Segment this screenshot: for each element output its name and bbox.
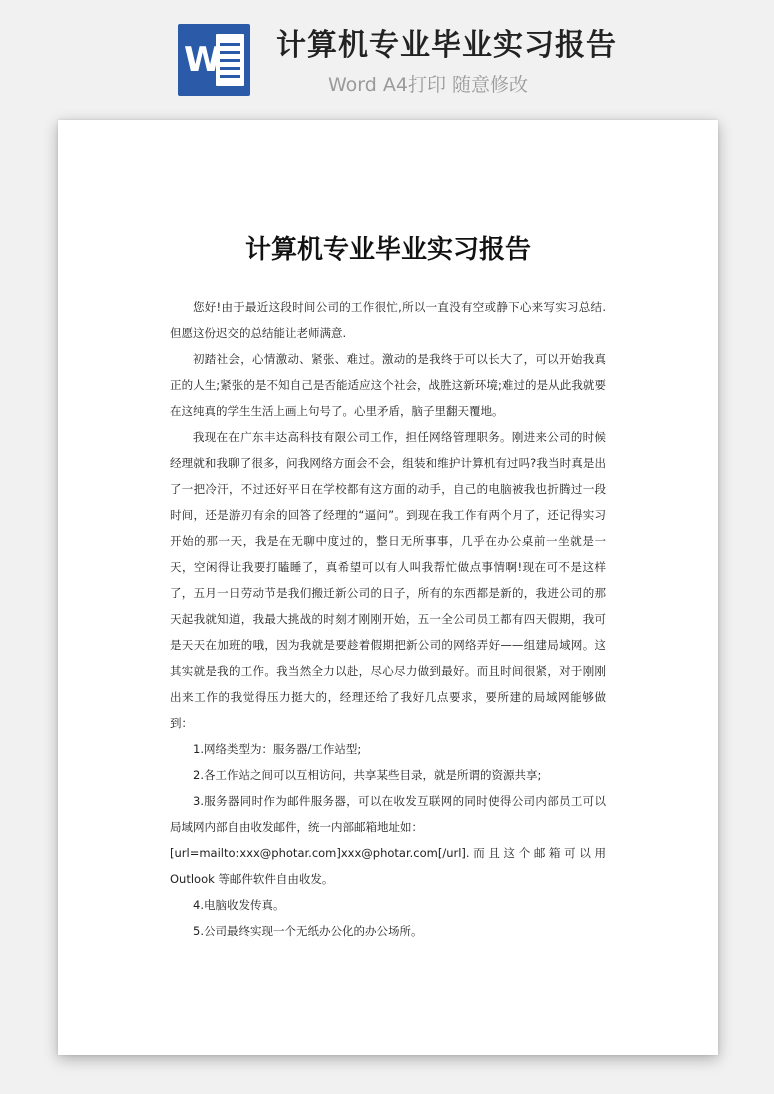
document-title: 计算机专业毕业实习报告	[244, 235, 531, 265]
mail-address-line: [url=mailto:xxx@photar.com]xxx@photar.com[/url].而且这个邮箱可以用 Outlook 等邮件软件自由收发。	[170, 846, 606, 886]
requirement-item-2: 2.各工作站之间可以互相访问，共享某些目录，就是所谓的资源共享;	[193, 768, 542, 782]
banner-subtitle: Word A4打印 随意修改	[328, 74, 529, 96]
paragraph-work: 我现在在广东丰达高科技有限公司工作，担任网络管理职务。刚进来公司的时候经理就和我聊了很多，问我网络方面会不会，组装和维护计算机有过吗?我当时真是出了一把冷汗，不过还好平日在学校都有这方面的动手，自己的电脑被我也折腾过一段时间，还是游刃有余的回答了经理的“逼问”。到现在我工作有两个月了，还记得实习开始的那一天，我是在无聊中度过的，整日无所事事，几乎在办公桌前一坐就是一天，空闲得让我要打瞌睡了，真希望可以有人叫我帮忙做点事情啊!现在可不是这样了，五月一日劳动节是我们搬迁新公司的日子，所有的东西都是新的，我进公司的那天起我就知道，我最大挑战的时刻才刚刚开始，五一全公司员工都有四天假期，我可是天天在加班的哦，因为我就是要趁着假期把新公司的网络弄好——组建局域网。这其实就是我的工作。我当然全力以赴，尽心尽力做到最好。而且时间很紧，对于刚刚出来工作的我觉得压力挺大的，经理还给了我好几点要求，要所建的局域网能够做到：	[170, 430, 606, 730]
requirement-item-4: 4.电脑收发传真。	[193, 898, 285, 912]
header-banner	[0, 0, 774, 110]
requirement-item-1: 1.网络类型为：服务器/工作站型;	[193, 742, 362, 756]
paragraph-intro: 您好!由于最近这段时间公司的工作很忙,所以一直没有空或静下心来写实习总结.但愿这份迟交的总结能让老师满意.	[170, 300, 606, 340]
paragraph-feelings: 初踏社会，心情激动、紧张、难过。激动的是我终于可以长大了，可以开始我真正的人生;紧张的是不知自己是否能适应这个社会，战胜这新环境;难过的是从此我就要在这纯真的学生生活上画上句号了。心里矛盾，脑子里翻天覆地。	[170, 352, 606, 418]
banner-title: 计算机专业毕业实习报告	[276, 28, 617, 63]
document-body	[170, 294, 606, 944]
requirement-item-3: 3.服务器同时作为邮件服务器，可以在收发互联网的同时使得公司内部员工可以局域网内部自由收发邮件，统一内部邮箱地址如：	[170, 794, 606, 834]
requirement-item-5: 5.公司最终实现一个无纸办公化的办公场所。	[193, 924, 423, 938]
word-logo-letter: W	[184, 40, 222, 80]
document-page	[58, 120, 718, 1055]
word-logo-icon	[178, 24, 250, 96]
